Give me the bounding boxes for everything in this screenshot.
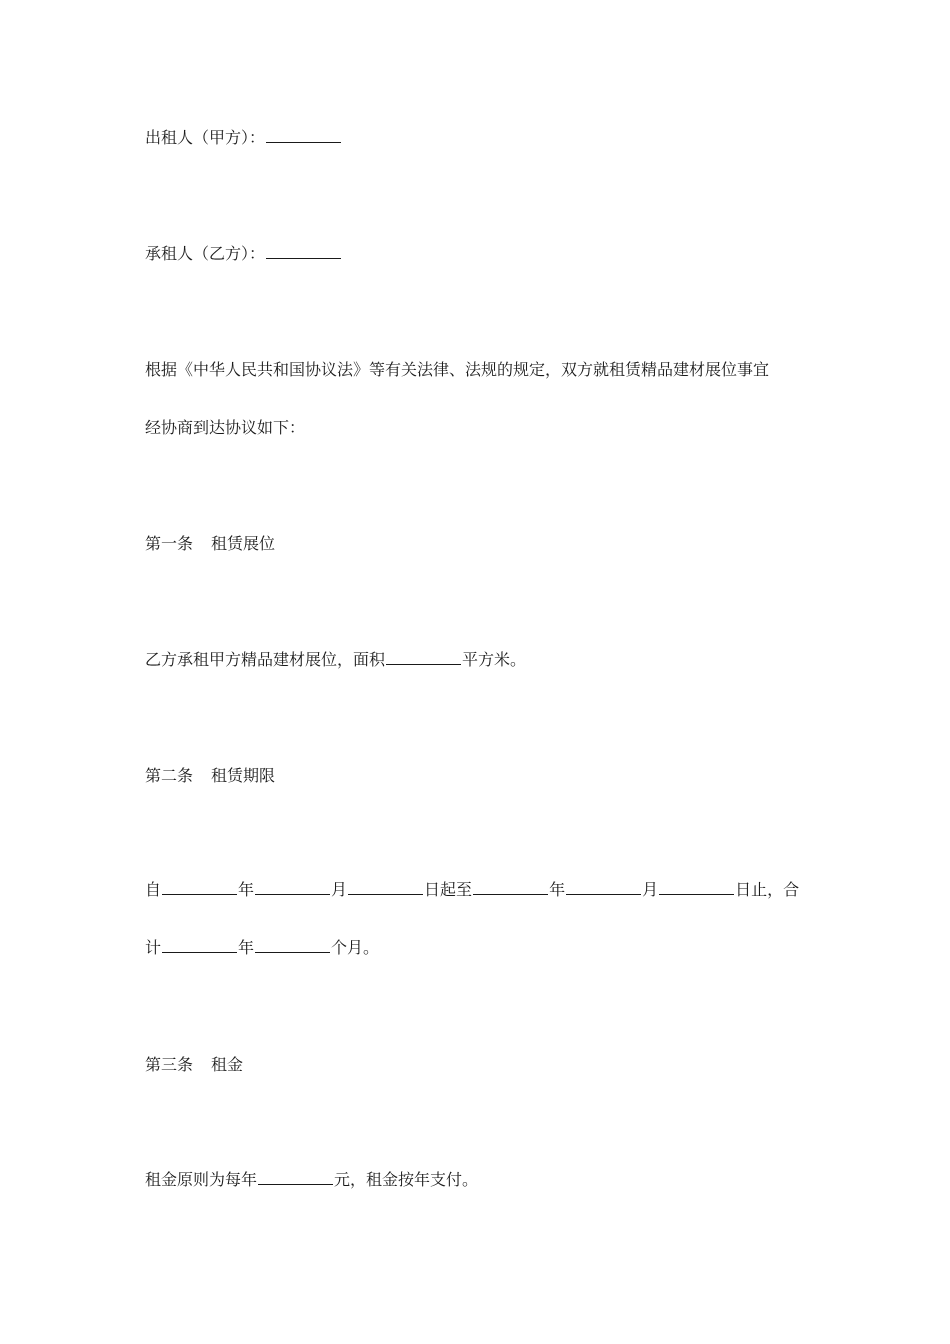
article-3-number: 第三条 [145,1055,194,1074]
area-blank[interactable] [386,649,461,665]
lessee-name-blank[interactable] [266,243,341,259]
article-3-text-before: 租金原则为每年 [145,1170,258,1189]
article-3-body [145,1168,478,1192]
total-label: 计 [145,938,162,957]
article-3-text-after: 元，租金按年支付。 [334,1170,479,1189]
total-years-blank[interactable] [162,937,237,953]
article-3-title: 租金 [211,1055,244,1074]
term-from-label: 自 [145,880,162,899]
lessor-line [145,126,342,150]
year-label: 年 [549,880,566,899]
end-month-blank[interactable] [566,879,641,895]
preamble-line-2: 经协商到达协议如下： [145,418,306,437]
article-1-number: 第一条 [145,534,194,553]
article-2-title: 租赁期限 [211,766,276,785]
month-label: 月 [642,880,659,899]
article-1-title: 租赁展位 [211,534,276,553]
lessor-name-blank[interactable] [266,127,341,143]
day-end-label: 日止，合 [735,880,800,899]
day-until-label: 日起至 [424,880,473,899]
article-2-body-line-2 [145,936,379,960]
rent-amount-blank[interactable] [258,1169,333,1185]
end-day-blank[interactable] [659,879,734,895]
total-months-blank[interactable] [255,937,330,953]
lessor-label: 出租人（甲方）： [145,128,266,147]
article-2-number: 第二条 [145,766,194,785]
months-label: 个月。 [331,938,380,957]
year-label: 年 [238,880,255,899]
preamble-line-1: 根据《中华人民共和国协议法》等有关法律、法规的规定，双方就租赁精品建材展位事宜 [145,360,770,379]
lessee-label: 承租人（乙方）： [145,244,266,263]
article-1-text-after: 平方米。 [462,650,527,669]
year-label: 年 [238,938,255,957]
article-1-text-before: 乙方承租甲方精品建材展位，面积 [145,650,386,669]
article-3-heading [145,1053,243,1077]
article-1-body [145,648,526,672]
month-label: 月 [331,880,348,899]
article-2-heading [145,764,275,788]
start-day-blank[interactable] [348,879,423,895]
article-1-heading [145,532,275,556]
start-year-blank[interactable] [162,879,237,895]
end-year-blank[interactable] [473,879,548,895]
start-month-blank[interactable] [255,879,330,895]
lessee-line [145,242,342,266]
article-2-body-line-1 [145,878,799,902]
